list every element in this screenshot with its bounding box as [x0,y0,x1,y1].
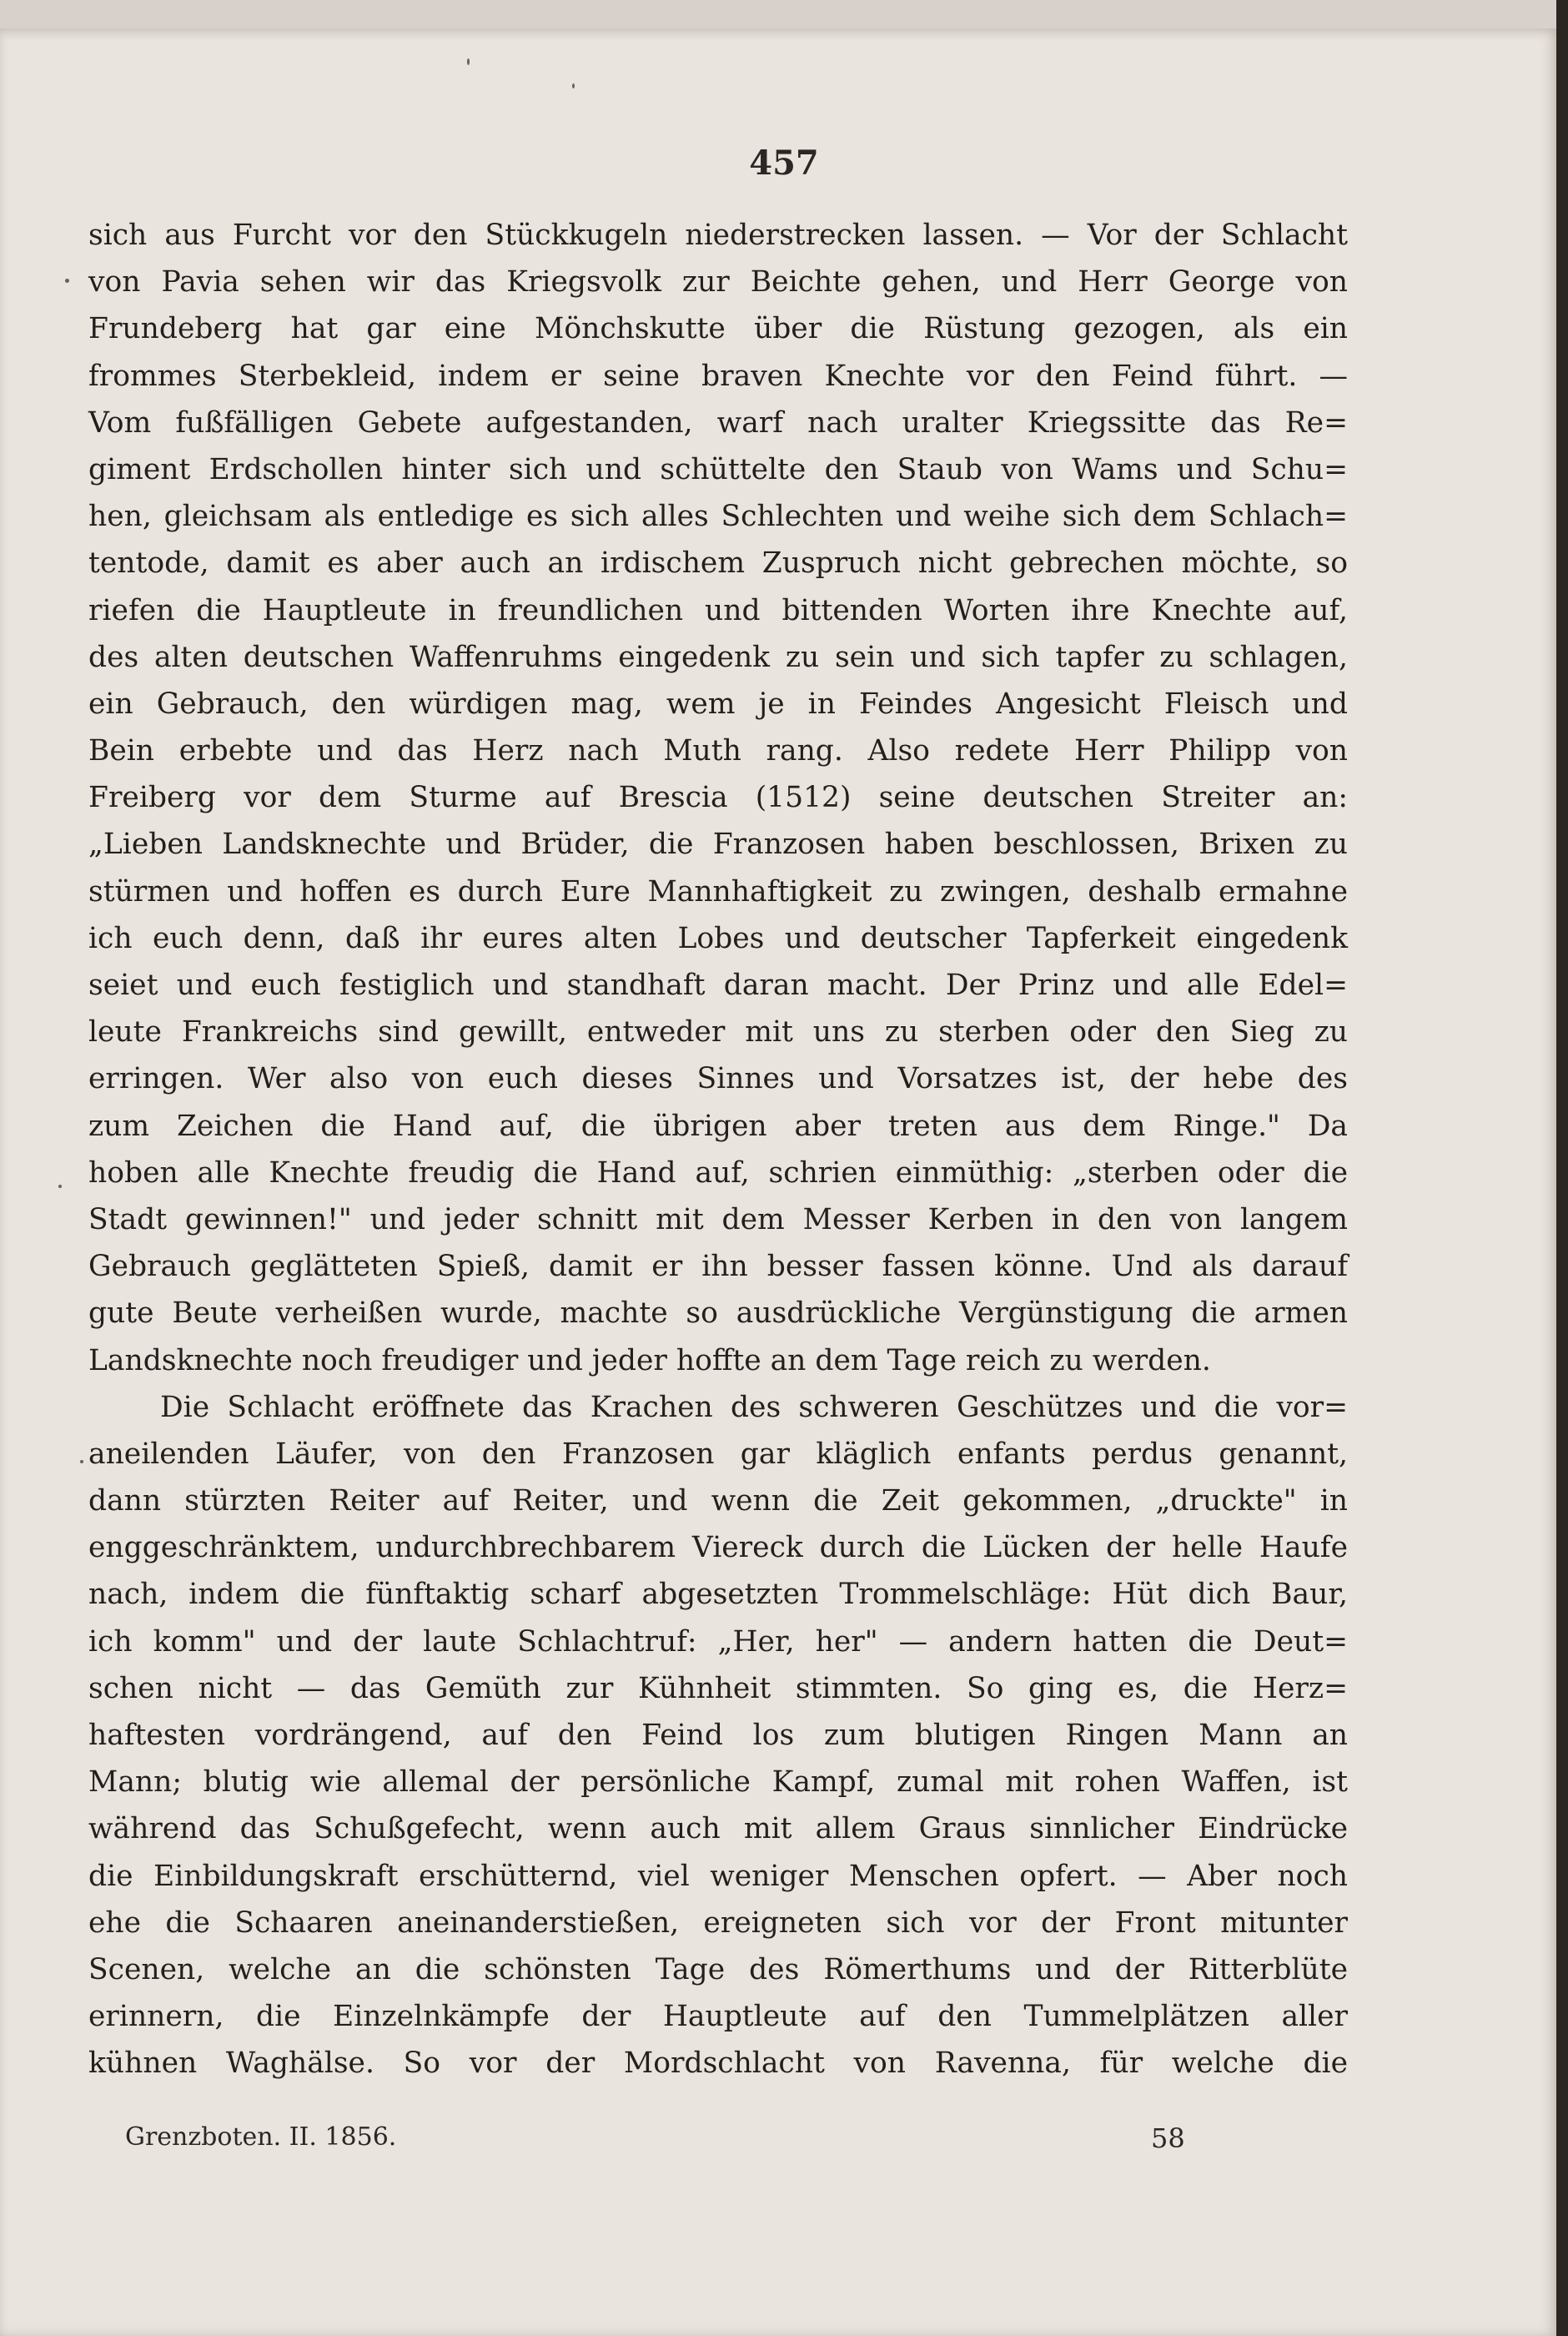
text-line: „Lieben Landsknechte und Brüder, die Franzosen haben beschlossen, Brixen zu [88,828,1348,862]
text-line: frommes Sterbekleid, indem er seine braven Knechte vor den Feind führt. — [88,359,1348,393]
text-line: kühnen Waghälse. So vor der Mordschlacht von Ravenna, für welche die [88,2047,1348,2081]
text-line: riefen die Hauptleute in freundlichen und bittenden Worten ihre Knechte auf, [88,593,1348,627]
text-line: Gebrauch geglätteten Spieß, damit er ihn besser fassen könne. Und als darauf [88,1250,1348,1284]
text-line: ehe die Schaaren aneinanderstießen, ereigneten sich vor der Front mitunter [88,1906,1348,1940]
text-line: ich komm" und der laute Schlachtruf: „Her, her" — andern hatten die Deut= [88,1624,1348,1659]
paper-speck [58,1185,62,1188]
text-line: haftesten vordrängend, auf den Feind los zum blutigen Ringen Mann an [88,1719,1348,1752]
journal-signature: Grenzboten. II. 1856. [125,2122,397,2152]
text-line: schen nicht — das Gemüth zur Kühnheit stimmten. So ging es, die Herz= [88,1671,1348,1705]
text-line: giment Erdschollen hinter sich und schüttelte den Staub von Wams und Schu= [88,452,1348,486]
text-line: seiet und euch festiglich und standhaft daran macht. Der Prinz und alle Edel= [88,969,1348,1002]
text-line: nach, indem die fünftaktig scharf abgesetzten Trommelschläge: Hüt dich Baur, [88,1578,1348,1612]
text-line: Stadt gewinnen!" und jeder schnitt mit dem Messer Kerben in den von langem [88,1202,1348,1236]
text-line: dann stürzten Reiter auf Reiter, und wenn die Zeit gekommen, „druckte" in [88,1484,1348,1518]
text-line: hoben alle Knechte freudig die Hand auf, schrien einmüthig: „sterben oder die [88,1155,1348,1190]
page-number: 457 [749,143,819,183]
text-line: ein Gebrauch, den würdigen mag, wem je in Feindes Angesicht Fleisch und [88,687,1348,721]
text-line: stürmen und hoffen es durch Eure Mannhaftigkeit zu zwingen, deshalb ermahne [88,874,1348,909]
text-line: leute Frankreichs sind gewillt, entweder mit uns zu sterben oder den Sieg zu [88,1015,1348,1050]
text-line: Die Schlacht eröffnete das Krachen des schweren Geschützes und die vor= [160,1390,1348,1424]
paper-speck [65,279,69,283]
text-line: zum Zeichen die Hand auf, die übrigen aber treten aus dem Ringe." Da [88,1109,1348,1143]
sheet-number: 58 [1151,2122,1185,2154]
text-line: während das Schußgefecht, wenn auch mit allem Graus sinnlicher Eindrücke [88,1812,1348,1846]
text-line: erinnern, die Einzelnkämpfe der Hauptleute auf den Tummelplätzen aller [88,2000,1348,2034]
paper-speck [467,58,470,65]
text-line: des alten deutschen Waffenruhms eingedenk zu sein und sich tapfer zu schlagen, [88,640,1348,674]
scan-edge [1556,0,1568,2336]
text-line: Frundeberg hat gar eine Mönchskutte über die Rüstung gezogen, als ein [88,312,1348,346]
text-line: die Einbildungskraft erschütternd, viel weniger Menschen opfert. — Aber noch [88,1859,1348,1893]
paper-speck [572,83,575,88]
text-line: von Pavia sehen wir das Kriegsvolk zur Beichte gehen, und Herr George von [88,265,1348,300]
text-line: ich euch denn, daß ihr eures alten Lobes und deutscher Tapferkeit eingedenk [88,921,1348,955]
text-line: hen, gleichsam als entledige es sich alles Schlechten und weihe sich dem Schlach= [88,500,1348,534]
body-text [88,212,1348,2087]
text-line: Bein erbebte und das Herz nach Muth rang. Also redete Herr Philipp von [88,734,1348,768]
text-line: gute Beute verheißen wurde, machte so ausdrückliche Vergünstigung die armen [88,1296,1348,1331]
text-line: Mann; blutig wie allemal der persönliche Kampf, zumal mit rohen Waffen, ist [88,1765,1348,1800]
text-line: aneilenden Läufer, von den Franzosen gar kläglich enfants perdus genannt, [88,1437,1348,1471]
text-line: Vom fußfälligen Gebete aufgestanden, warf nach uralter Kriegssitte das Re= [88,405,1348,440]
text-line: sich aus Furcht vor den Stückkugeln niederstrecken lassen. — Vor der Schlacht [88,219,1348,252]
paper-speck [80,1460,83,1463]
text-line: Landsknechte noch freudiger und jeder hoffte an dem Tage reich zu werden. [88,1343,1211,1377]
text-line: Freiberg vor dem Sturme auf Brescia (1512) seine deutschen Streiter an: [88,781,1348,815]
text-line: erringen. Wer also von euch dieses Sinnes und Vorsatzes ist, der hebe des [88,1062,1348,1096]
text-line: Scenen, welche an die schönsten Tage des Römerthums und der Ritterblüte [88,1952,1348,1986]
text-line: tentode, damit es aber auch an irdischem Zuspruch nicht gebrechen möchte, so [88,546,1348,581]
text-line: enggeschränktem, undurchbrechbarem Viereck durch die Lücken der helle Haufe [88,1531,1348,1565]
